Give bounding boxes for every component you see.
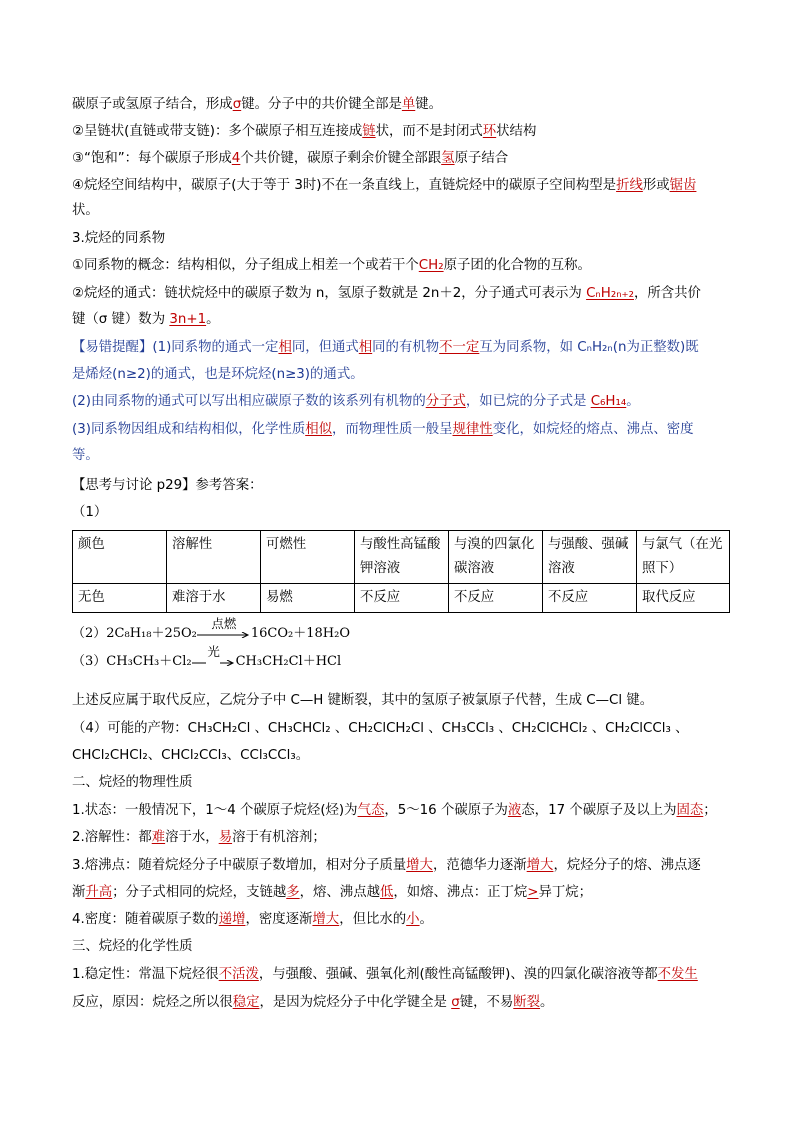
text: 个共价键，碳原子剩余价键全部跟 bbox=[240, 151, 442, 166]
text: 反应，原因：烷烃之所以很 bbox=[72, 995, 233, 1010]
answer-blank: 固态 bbox=[676, 803, 704, 818]
table-header-cell: 与溴的四氯化碳溶液 bbox=[449, 531, 543, 584]
answer-blank: 多 bbox=[286, 885, 300, 900]
text: ②呈链状(直链或带支链)：多个碳原子相互连接成 bbox=[72, 124, 363, 139]
text-line bbox=[72, 93, 442, 117]
text: ，密度逐渐 bbox=[245, 912, 313, 927]
text: 三、烷烃的化学性质 bbox=[72, 939, 193, 954]
text: 变化，如烷烃的熔点、沸点、密度 bbox=[492, 422, 694, 437]
text: 。 bbox=[206, 312, 220, 327]
table-header-cell: 与酸性高锰酸钾溶液 bbox=[355, 531, 449, 584]
text: 2.溶解性：都 bbox=[72, 830, 152, 845]
arrow-icon bbox=[197, 632, 251, 638]
item-number bbox=[72, 501, 107, 525]
answer-blank: 增大 bbox=[312, 912, 340, 927]
table-cell: 不反应 bbox=[543, 584, 637, 613]
text: ③“饱和”：每个碳原子形成 bbox=[72, 151, 232, 166]
answer-blank: 折线 bbox=[616, 178, 643, 193]
text-line bbox=[72, 363, 364, 387]
text: ； bbox=[703, 803, 717, 818]
answer-blank: 难 bbox=[151, 830, 166, 845]
text: ④烷烃空间结构中，碳原子(大于等于 3时)不在一条直线上，直链烷烃中的碳原子空间构型是 bbox=[72, 178, 617, 193]
text: 同，但通式 bbox=[291, 340, 359, 355]
text: 状，而不是封闭式 bbox=[375, 124, 483, 139]
text: （2） bbox=[72, 626, 107, 641]
text: ，如已烷的分子式是 bbox=[465, 394, 591, 409]
text: 3.烷烃的同系物 bbox=[72, 231, 166, 246]
answer-blank: 小 bbox=[406, 912, 420, 927]
answer-blank: 不一定 bbox=[439, 340, 480, 355]
text: CH₃CH₃＋Cl₂ bbox=[106, 654, 192, 669]
text: 是烯烃(n≥2)的通式，也是环烷烃(n≥3)的通式。 bbox=[72, 367, 364, 382]
text: 3.熔沸点：随着烷烃分子中碳原子数增加，相对分子质量 bbox=[72, 858, 407, 873]
text-line bbox=[72, 390, 640, 414]
answer-blank: σ bbox=[232, 97, 242, 112]
table-cell: 易燃 bbox=[261, 584, 355, 613]
text: 。 bbox=[540, 995, 554, 1010]
text: 渐 bbox=[72, 885, 86, 900]
text: 1.状态：一般情况下，1～4 个碳原子烷烃(烃)为 bbox=[72, 803, 358, 818]
text: 互为同系物，如 CₙH₂ₙ(n为正整数)既 bbox=[479, 340, 699, 355]
text: 形或 bbox=[642, 178, 670, 193]
text: (1)同系物的通式一定 bbox=[152, 340, 279, 355]
text: 二、烷烃的物理性质 bbox=[72, 775, 193, 790]
answer-blank: 分子式 bbox=[425, 394, 466, 409]
text: ；分子式相同的烷烃，支链越 bbox=[112, 885, 287, 900]
text: 1.稳定性：常温下烷烃很 bbox=[72, 967, 219, 982]
text: 键。 bbox=[415, 97, 443, 112]
text-line bbox=[72, 717, 688, 741]
table-header-cell: 与强酸、强碱溶液 bbox=[543, 531, 637, 584]
text: 【思考与讨论 p29】参考答案： bbox=[72, 478, 263, 493]
answer-blank: 相 bbox=[278, 340, 292, 355]
text-line bbox=[72, 963, 698, 987]
text-line bbox=[72, 854, 701, 878]
text: (3)同系物因组成和结构相似，化学性质 bbox=[72, 422, 306, 437]
text: 溶于有机溶剂； bbox=[232, 830, 326, 845]
text: 等。 bbox=[72, 448, 99, 463]
answer-blank: 相 bbox=[358, 340, 373, 355]
text-line bbox=[72, 744, 309, 768]
text: ，熔、沸点越 bbox=[299, 885, 380, 900]
text-line bbox=[72, 799, 717, 823]
text: 同的有机物 bbox=[372, 340, 440, 355]
answer-blank: 相似 bbox=[305, 422, 332, 437]
text: ，是因为烷烃分子中化学键全是 bbox=[259, 995, 452, 1010]
table-header-cell: 颜色 bbox=[73, 531, 167, 584]
answer-blank: CH₂ bbox=[418, 258, 444, 273]
answer-blank: 不发生 bbox=[657, 967, 698, 982]
answer-blank: 氢 bbox=[441, 151, 455, 166]
answer-blank: 4 bbox=[231, 151, 241, 166]
text: ，但比水的 bbox=[339, 912, 407, 927]
text: （1） bbox=[72, 505, 108, 520]
text: 键，不易 bbox=[459, 995, 514, 1010]
text-line bbox=[72, 174, 696, 198]
answer-blank: 链 bbox=[362, 124, 376, 139]
reaction-condition: 点燃 bbox=[211, 615, 237, 631]
text: CHCl₂CHCl₂、CHCl₂CCl₃、CCl₃CCl₃。 bbox=[72, 748, 310, 763]
table-cell: 不反应 bbox=[449, 584, 543, 613]
table-cell: 难溶于水 bbox=[167, 584, 261, 613]
section-heading bbox=[72, 771, 193, 795]
reaction-arrow bbox=[192, 643, 236, 672]
text-line bbox=[72, 991, 553, 1015]
table-header-cell: 可燃性 bbox=[261, 531, 355, 584]
answer-blank: 递增 bbox=[218, 912, 246, 927]
text-line bbox=[72, 147, 508, 171]
text: 异丁烷； bbox=[538, 885, 593, 900]
text: 键（σ 键）数为 bbox=[72, 312, 170, 327]
table-cell: 不反应 bbox=[355, 584, 449, 613]
text-line bbox=[72, 444, 99, 468]
text-line bbox=[72, 282, 701, 306]
text: 。 bbox=[626, 394, 640, 409]
reaction-condition: 光 bbox=[207, 643, 220, 659]
answer-blank: 3n+1 bbox=[169, 312, 207, 327]
tip-tag: 【易错提醒】 bbox=[72, 340, 153, 355]
text: 状。 bbox=[72, 203, 99, 218]
text: ，烷烃分子的熔、沸点逐 bbox=[553, 858, 701, 873]
text: ，而物理性质一般呈 bbox=[332, 422, 453, 437]
text-line bbox=[72, 254, 591, 278]
answer-blank: 规律性 bbox=[452, 422, 493, 437]
answer-blank: 稳定 bbox=[232, 995, 260, 1010]
text: 原子结合 bbox=[454, 151, 509, 166]
text-line bbox=[72, 826, 326, 850]
table-cell: 取代反应 bbox=[637, 584, 730, 613]
answer-blank: CₙH₂ₙ₊₂ bbox=[586, 286, 634, 301]
table-header-cell: 溶解性 bbox=[167, 531, 261, 584]
text: 溶于水， bbox=[165, 830, 219, 845]
answer-blank: 升高 bbox=[85, 885, 113, 900]
text: CH₃CH₂Cl＋HCl bbox=[235, 654, 342, 669]
table-cell: 无色 bbox=[73, 584, 167, 613]
table-header-row bbox=[73, 531, 730, 584]
text: (2)由同系物的通式可以写出相应碳原子数的该系列有机物的 bbox=[72, 394, 426, 409]
text: ②烷烃的通式：链状烷烃中的碳原子数为 n，氢原子数就是 2n＋2，分子通式可表示为 bbox=[72, 286, 587, 301]
text: ，范德华力逐渐 bbox=[432, 858, 527, 873]
text: 态，17 个碳原子及以上为 bbox=[521, 803, 677, 818]
text-line bbox=[72, 199, 99, 223]
text: （3） bbox=[72, 654, 107, 669]
text: ①同系物的概念：结构相似，分子组成上相差一个或若干个 bbox=[72, 258, 419, 273]
text: 4.密度：随着碳原子数的 bbox=[72, 912, 219, 927]
text: ，如熔、沸点：正丁烷 bbox=[393, 885, 528, 900]
discussion-heading bbox=[72, 474, 262, 498]
arrow-icon bbox=[192, 660, 236, 666]
answer-blank: 单 bbox=[401, 97, 416, 112]
text-line bbox=[72, 908, 433, 932]
text: 。 bbox=[419, 912, 433, 927]
text: 键。分子中的共价键全部是 bbox=[241, 97, 402, 112]
text: 16CO₂＋18H₂O bbox=[250, 626, 350, 641]
text: 原子团的化合物的互称。 bbox=[443, 258, 591, 273]
equation-3 bbox=[72, 643, 342, 674]
text: 上述反应属于取代反应，乙烷分子中 C—H 键断裂，其中的氢原子被氯原子代替，生成 C—Cl 键。 bbox=[72, 693, 654, 708]
answer-blank: 环 bbox=[482, 124, 497, 139]
answer-blank: 气态 bbox=[357, 803, 385, 818]
section-heading bbox=[72, 935, 193, 959]
answer-blank: 增大 bbox=[526, 858, 554, 873]
answer-blank: 低 bbox=[379, 885, 394, 900]
text: 碳原子或氢原子结合，形成 bbox=[72, 97, 233, 112]
text: ，5～16 个碳原子为 bbox=[384, 803, 508, 818]
answer-blank: 增大 bbox=[406, 858, 433, 873]
answer-blank: 易 bbox=[218, 830, 233, 845]
text: （4）可能的产物：CH₃CH₂Cl 、CH₃CHCl₂ 、CH₂ClCH₂Cl 、CH₃CCl₃ 、CH₂ClCHCl₂ 、CH₂ClCCl₃ 、 bbox=[72, 721, 689, 736]
answer-blank: > bbox=[527, 885, 539, 900]
answer-blank: C₆H₁₄ bbox=[590, 394, 627, 409]
text-line bbox=[72, 689, 653, 713]
text: 状结构 bbox=[496, 124, 537, 139]
text-line bbox=[72, 881, 592, 905]
answer-blank: σ bbox=[451, 995, 460, 1010]
text-line bbox=[72, 308, 219, 332]
text-line bbox=[72, 120, 536, 144]
table-header-cell: 与氯气（在光照下） bbox=[637, 531, 730, 584]
answer-blank: 不活泼 bbox=[218, 967, 259, 982]
answer-blank: 断裂 bbox=[513, 995, 541, 1010]
text: 2C₈H₁₈＋25O₂ bbox=[106, 626, 197, 641]
text-line bbox=[72, 336, 699, 360]
text: ，所含共价 bbox=[633, 286, 701, 301]
answer-blank: 液 bbox=[507, 803, 522, 818]
section-heading bbox=[72, 227, 165, 251]
properties-table bbox=[72, 530, 730, 613]
text-line bbox=[72, 418, 694, 442]
text: ，与强酸、强碱、强氧化剂(酸性高锰酸钾)、溴的四氯化碳溶液等都 bbox=[258, 967, 658, 982]
table-row bbox=[73, 584, 730, 613]
answer-blank: 锯齿 bbox=[669, 178, 697, 193]
